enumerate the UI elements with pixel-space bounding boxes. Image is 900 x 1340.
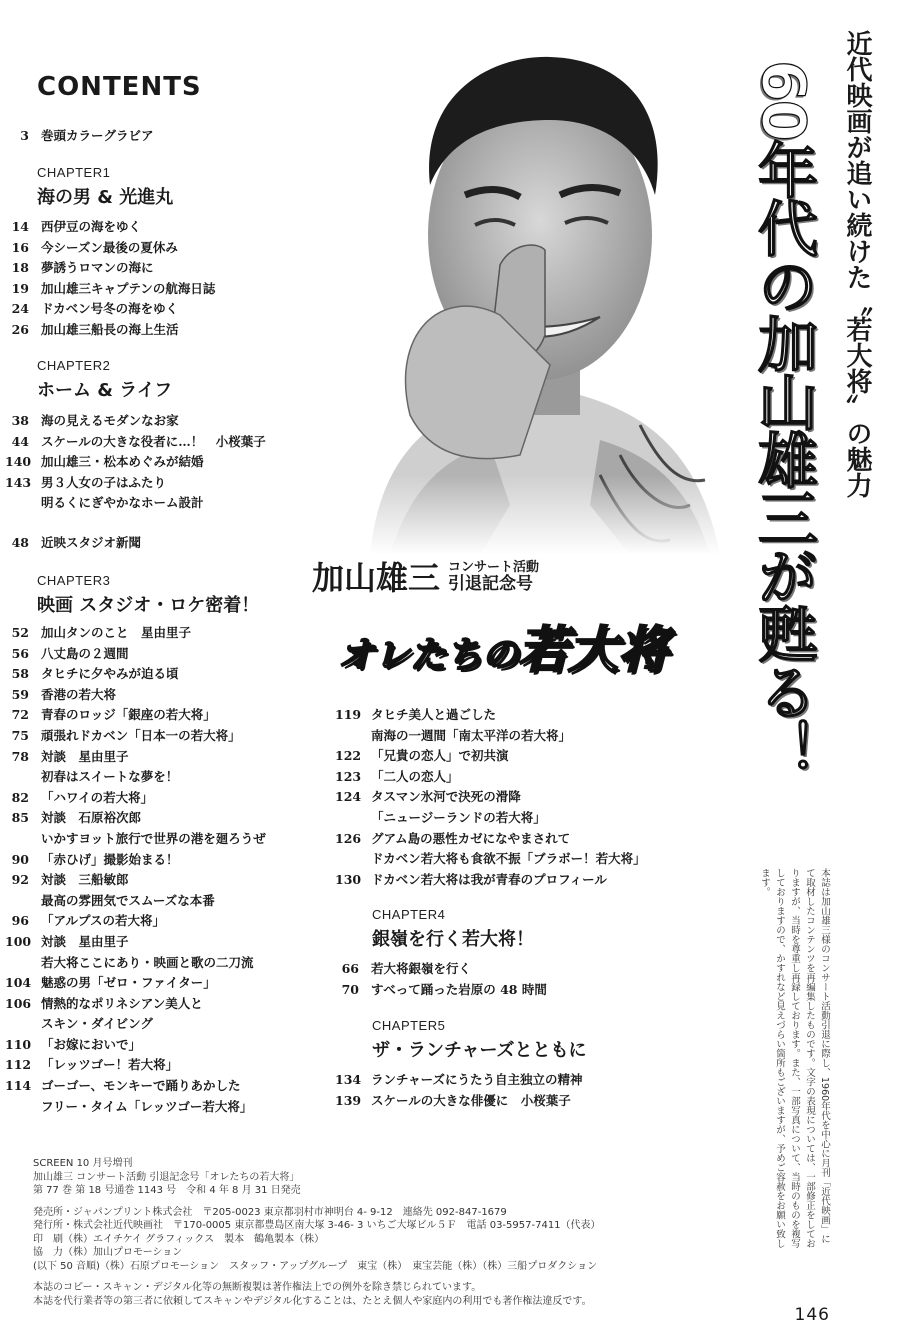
entry-title: 対談 星由里子 — [41, 748, 129, 764]
chapter-3-list — [5, 623, 266, 1117]
page-ref: 106 — [5, 995, 32, 1011]
toc-entry — [5, 411, 266, 432]
page-ref: 122 — [335, 748, 362, 764]
entry-title: フリー・タイム「レッツゴー若大将」 — [41, 1098, 253, 1114]
logo-main: 若大将 — [518, 621, 669, 679]
toc-entry — [5, 1035, 266, 1056]
chapter-label: CHAPTER5 — [372, 1018, 446, 1033]
colophon-line: 印 刷（株）エイチケイ グラフィックス 製本 鶴亀製本（株） — [33, 1233, 325, 1245]
entry-title: 明るくにぎやかなホーム設計 — [41, 495, 204, 511]
entry-title: 夢誘うロマンの海に — [41, 260, 154, 276]
chapter-5-header — [372, 1018, 587, 1062]
entry-title: スケールの大きな役者に…！ 小桜葉子 — [41, 433, 266, 449]
entry-title: すべって踊った岩原の 48 時間 — [371, 981, 547, 997]
toc-entry — [5, 279, 215, 300]
toc-entry — [335, 980, 547, 1001]
chapter-label: CHAPTER2 — [37, 358, 111, 373]
toc-entry — [5, 953, 266, 974]
toc-entry — [5, 767, 266, 788]
page-ref: 66 — [341, 961, 359, 976]
chapter-4-header — [372, 907, 534, 951]
toc-entry — [5, 644, 266, 665]
chapter-2-extra-list — [5, 533, 141, 554]
colophon-line: SCREEN 10 月号増刊 — [33, 1158, 133, 1169]
page-ref: 26 — [11, 321, 29, 337]
toc-entry — [5, 1014, 266, 1035]
entry-title: 今シーズン最後の夏休み — [41, 239, 178, 255]
page-ref: 123 — [335, 768, 362, 784]
subtitle-line2: 引退記念号 — [448, 574, 534, 594]
entry-title: スケールの大きな俳優に 小桜葉子 — [371, 1092, 571, 1108]
toc-entry — [335, 849, 646, 870]
toc-entry — [5, 217, 215, 238]
toc-entry — [5, 932, 266, 953]
colophon-line: 本誌のコピー・スキャン・デジタル化等の無断複製は著作権法上での例外を除き禁じられています。 — [33, 1282, 482, 1293]
page-ref: 114 — [5, 1078, 32, 1094]
entry-title: ドカベン若大将は我が青春のプロフィール — [371, 871, 607, 887]
issue-title — [312, 553, 539, 599]
entry-title: グアム島の悪性カゼになやまされて — [371, 830, 571, 846]
entry-title: 近映スタジオ新聞 — [41, 535, 142, 550]
page-ref: 119 — [335, 707, 362, 722]
entry-title: タスマン氷河で決死の滑降 — [371, 789, 521, 805]
logo-prefix: オレたちの — [338, 635, 519, 676]
headline-main: 60年代の加山雄三が甦る！ — [748, 60, 818, 778]
chapter-3-continued-list — [335, 705, 646, 890]
subtitle-line1: コンサート活動 — [448, 560, 540, 575]
page-ref: 139 — [335, 1092, 362, 1108]
chapter-title: 映画 スタジオ・ロケ密着！ — [37, 595, 260, 616]
entry-title: ドカベン若大将も食欲不振「ブラボー！若大将」 — [371, 851, 646, 867]
entry-title: 加山タンのこと 星由里子 — [41, 625, 192, 640]
toc-entry — [5, 299, 215, 320]
toc-entry — [5, 685, 266, 706]
page-ref: 75 — [11, 727, 29, 743]
entry-title: タヒチ美人と過ごした — [371, 707, 497, 722]
page-ref: 24 — [11, 301, 29, 317]
portrait-photo — [350, 35, 730, 555]
entry-title: 対談 石原裕次郎 — [41, 810, 142, 826]
headline-catch: 近代映画が追い続けた〝若大将〟の魅力 — [842, 30, 872, 498]
toc-entry — [5, 320, 215, 341]
chapter-title: ザ・ランチャーズとともに — [372, 1040, 587, 1061]
toc-entry — [5, 533, 141, 554]
entry-title: 情熱的なポリネシアン美人と — [41, 995, 203, 1011]
entry-title: いかすヨット旅行で世界の港を廻ろうぜ — [41, 830, 266, 846]
page-ref: 14 — [11, 219, 29, 234]
contents-title: CONTENTS — [37, 72, 202, 102]
entry-title: 若大将銀嶺を行く — [371, 961, 472, 976]
entry-title: 「お嫁においで」 — [41, 1036, 142, 1052]
chapter-2-list — [5, 411, 266, 514]
page-ref: 134 — [335, 1072, 362, 1087]
page-ref: 59 — [11, 686, 29, 702]
page-ref: 82 — [11, 789, 29, 805]
colophon-line: 本誌を代行業者等の第三者に依頼してスキャンやデジタル化することは、たとえ個人や家庭内の利用でも著作権法違反です。 — [33, 1295, 592, 1307]
entry-title: ドカベン号冬の海をゆく — [41, 301, 179, 317]
page-ref: 130 — [335, 871, 362, 887]
colophon-line: 第 77 巻 第 18 号通巻 1143 号 令和 4 年 8 月 31 日発売 — [33, 1185, 301, 1196]
entry-title: 男３人女の子はふたり — [41, 474, 167, 490]
page-ref: 124 — [335, 789, 362, 805]
toc-entry — [5, 238, 215, 259]
entry-title: 最高の雰囲気でスムーズな本番 — [41, 892, 215, 908]
toc-entry — [5, 747, 266, 768]
toc-entry — [5, 452, 266, 473]
page-ref: 52 — [11, 625, 29, 640]
chapter-title: ホーム & ライフ — [37, 380, 173, 401]
entry-title: 八丈島の２週間 — [41, 645, 129, 661]
entry-title: 「アルプスの若大将」 — [41, 913, 166, 929]
toc-entry — [5, 788, 266, 809]
page-ref: 90 — [11, 851, 29, 867]
entry-title: 西伊豆の海をゆく — [41, 219, 142, 234]
toc-entry — [335, 1091, 583, 1112]
page-ref: 104 — [5, 975, 32, 991]
page-ref: 18 — [11, 260, 29, 276]
page-ref: 70 — [341, 981, 359, 997]
page-ref: 78 — [11, 748, 29, 764]
page-ref: 126 — [335, 830, 362, 846]
entry-title: 「レッツゴー！若大将」 — [41, 1057, 179, 1073]
entry-title: ランチャーズにうたう自主独立の精神 — [371, 1072, 583, 1087]
colophon-line: 発行所・株式会社近代映画社 〒170-0005 東京都豊島区南大塚 3-46- 3 いちご大塚ビル５Ｆ 電話 03-5957-7411（代表） — [33, 1220, 601, 1231]
entry-title: 加山雄三船長の海上生活 — [41, 321, 179, 337]
entry-title: 初春はスイートな夢を！ — [41, 769, 179, 785]
colophon-line: 発売所・ジャパンプリント株式会社 〒205-0023 東京都羽村市神明台 4- 9-12 連絡先 092-847-1679 — [33, 1206, 507, 1218]
toc-entry — [5, 432, 266, 453]
entry-title: 香港の若大将 — [41, 686, 117, 702]
page-ref: 96 — [11, 913, 29, 929]
entry-title: 南海の一週間「南太平洋の若大将」 — [371, 727, 572, 743]
entry-title: 「兄貴の恋人」で初共演 — [371, 748, 509, 764]
page-ref: 72 — [11, 707, 29, 723]
page-ref: 85 — [11, 810, 29, 826]
toc-entry — [335, 746, 646, 767]
page-ref: 112 — [5, 1057, 32, 1073]
chapter-1-header — [37, 165, 173, 209]
chapter-3-header — [37, 573, 259, 617]
page-ref: 44 — [11, 433, 29, 449]
chapter-label: CHAPTER3 — [37, 573, 111, 588]
toc-entry — [5, 911, 266, 932]
toc-entry — [5, 258, 215, 279]
colophon-line: 加山雄三 コンサート活動 引退記念号「オレたちの若大将」 — [33, 1171, 300, 1183]
chapter-title: 海の男 & 光進丸 — [37, 187, 174, 208]
toc-entry — [5, 850, 266, 871]
subtitle-name: 加山雄三 — [312, 559, 441, 597]
entry-title: 若大将ここにあり・映画と歌の二刀流 — [41, 954, 254, 970]
toc-entry — [335, 1070, 583, 1091]
chapter-5-list — [335, 1070, 583, 1111]
entry-title: 青春のロッジ「銀座の若大将」 — [41, 707, 216, 723]
entry-title: 「赤ひげ」撮影始まる！ — [41, 851, 179, 867]
entry-title: 頑張れドカベン「日本一の若大将」 — [41, 727, 241, 743]
toc-entry — [5, 891, 266, 912]
chapter-1-list — [5, 217, 215, 341]
colophon-line: (以下 50 音順)（株）石原プロモーション スタッフ・アップグループ 東宝（株） 東宝芸能（株）（株）三船プロダクション — [33, 1260, 598, 1272]
toc-entry — [335, 787, 646, 808]
page-ref: 16 — [11, 239, 29, 255]
toc-entry — [335, 705, 646, 726]
entry-title: 魅惑の男「ゼロ・ファイター」 — [41, 975, 216, 991]
toc-entry — [5, 473, 266, 494]
editorial-note: 本誌は加山雄三様のコンサート活動引退に際し、1960年代を中心に月刊「近代映画」にて取材したコンテンツを再編集したものです。文字の表現については、一部修正をしておりますが、当時を尊重し再録しております。また、一部写真について、当時のものを複写しておりますので、かすれなど見えづらい箇所もございますが、予めご容赦をお願い致します。 — [759, 868, 830, 1248]
page-number: 146 — [794, 1305, 830, 1325]
toc-entry — [5, 126, 154, 147]
toc-entry — [5, 1097, 266, 1118]
entry-title: 「二人の恋人」 — [371, 768, 459, 784]
entry-title: 対談 三船敏郎 — [41, 872, 129, 888]
title-logo — [338, 610, 668, 682]
entry-title: 「ニュージーランドの若大将」 — [371, 809, 546, 825]
entry-title: スキン・ダイビング — [41, 1016, 153, 1032]
toc-entry — [5, 664, 266, 685]
entry-title: 加山雄三・松本めぐみが結婚 — [41, 454, 204, 470]
toc-entry — [5, 808, 266, 829]
chapter-label: CHAPTER1 — [37, 165, 111, 180]
toc-entry — [5, 705, 266, 726]
toc-entry — [5, 829, 266, 850]
page-ref: 48 — [11, 535, 29, 550]
page-ref: 38 — [11, 413, 29, 428]
entry-title: ゴーゴー、モンキーで踊りあかした — [41, 1078, 241, 1094]
toc-entry — [335, 870, 646, 891]
toc-entry — [335, 808, 646, 829]
toc-entry — [5, 870, 266, 891]
entry-title: 海の見えるモダンなお家 — [41, 413, 179, 428]
chapter-4-list — [335, 959, 547, 1000]
intro-list — [5, 126, 154, 147]
toc-entry — [335, 767, 646, 788]
page-ref: 19 — [11, 280, 29, 296]
toc-entry — [5, 726, 266, 747]
toc-entry — [335, 829, 646, 850]
chapter-2-header — [37, 358, 172, 402]
page-ref: 3 — [20, 128, 29, 143]
chapter-label: CHAPTER4 — [372, 907, 446, 922]
entry-title: 加山雄三キャプテンの航海日誌 — [41, 280, 216, 296]
page-ref: 140 — [5, 454, 32, 470]
entry-title: 対談 星由里子 — [41, 933, 129, 949]
toc-entry — [5, 493, 266, 514]
colophon-line: 協 力（株）加山プロモーション — [33, 1247, 183, 1258]
toc-entry — [335, 726, 646, 747]
toc-entry — [5, 994, 266, 1015]
page-ref: 92 — [11, 872, 29, 888]
chapter-title: 銀嶺を行く若大将！ — [372, 929, 534, 950]
entry-title: タヒチに夕やみが迫る頃 — [41, 666, 179, 682]
page-ref: 110 — [5, 1036, 32, 1052]
entry-title: 「ハワイの若大将」 — [41, 789, 154, 805]
page-ref: 143 — [5, 474, 32, 490]
toc-entry — [5, 1076, 266, 1097]
page-ref: 58 — [11, 666, 29, 682]
entry-title: 巻頭カラーグラビア — [41, 128, 154, 143]
page-ref: 100 — [5, 933, 32, 949]
toc-entry — [5, 1055, 266, 1076]
toc-entry — [5, 623, 266, 644]
colophon — [33, 1157, 601, 1308]
toc-entry — [335, 959, 547, 980]
page-ref: 56 — [11, 645, 29, 661]
toc-entry — [5, 973, 266, 994]
